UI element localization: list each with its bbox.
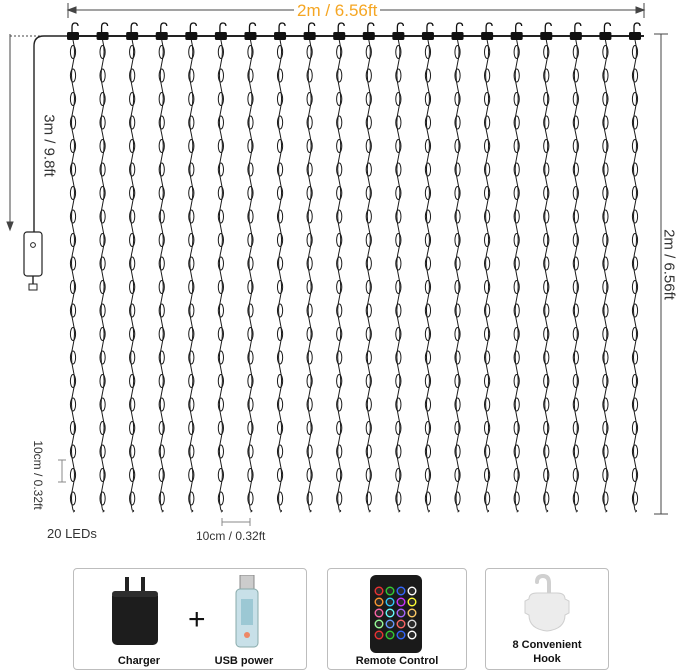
remote-button — [408, 620, 416, 628]
remote-button — [375, 587, 383, 595]
led-strand — [333, 23, 345, 512]
remote-button — [386, 620, 394, 628]
remote-button — [397, 609, 405, 617]
led-strand — [126, 23, 138, 512]
remote-button — [408, 631, 416, 639]
remote-button — [397, 598, 405, 606]
hook-icon — [519, 573, 575, 635]
remote-control-icon — [368, 575, 424, 653]
charger-icon — [108, 577, 162, 647]
usb-power-label: USB power — [214, 655, 274, 667]
remote-button — [386, 609, 394, 617]
remote-button — [397, 631, 405, 639]
led-strand — [215, 23, 227, 512]
led-strand — [540, 23, 552, 512]
led-strand — [392, 23, 404, 512]
hook-label-line2: Hook — [533, 653, 561, 665]
remote-control-label: Remote Control — [355, 655, 439, 667]
remote-button — [408, 598, 416, 606]
controller-box — [24, 232, 42, 290]
hook-card — [485, 568, 609, 670]
led-strand — [67, 23, 79, 512]
remote-button — [375, 609, 383, 617]
remote-card — [327, 568, 467, 670]
led-strand — [185, 23, 197, 512]
remote-button — [375, 620, 383, 628]
remote-button — [375, 631, 383, 639]
remote-button — [386, 631, 394, 639]
remote-button — [408, 587, 416, 595]
remote-button — [386, 598, 394, 606]
led-strands — [67, 23, 641, 512]
led-strand — [274, 23, 286, 512]
plus-sign: + — [188, 603, 206, 636]
charger-label: Charger — [117, 655, 161, 667]
hook-label-line1: 8 Convenient — [512, 639, 582, 651]
usb-plug-icon — [232, 575, 264, 651]
led-strand — [422, 23, 434, 512]
led-strand — [97, 23, 109, 512]
strand-spacing-dimension — [222, 518, 250, 526]
remote-button — [408, 609, 416, 617]
remote-button — [375, 598, 383, 606]
led-strand — [244, 23, 256, 512]
remote-button — [397, 587, 405, 595]
led-strand — [304, 23, 316, 512]
led-strand — [570, 23, 582, 512]
led-strand — [452, 23, 464, 512]
remote-button — [386, 587, 394, 595]
top-width-label: 2m / 6.56ft — [294, 1, 380, 21]
right-height-label: 2m / 6.56ft — [660, 229, 678, 300]
left-drop-label: 3m / 9.8ft — [40, 114, 58, 177]
led-strand — [599, 23, 611, 512]
charger-usb-card — [73, 568, 307, 670]
strand-spacing-label: 10cm / 0.32ft — [196, 529, 266, 543]
led-count-label: 20 LEDs — [47, 526, 97, 541]
led-strand — [629, 23, 641, 512]
led-spacing-label: 10cm / 0.32ft — [31, 440, 45, 510]
led-strand — [481, 23, 493, 512]
led-spacing-dimension — [58, 460, 66, 482]
remote-button — [397, 620, 405, 628]
led-strand — [363, 23, 375, 512]
led-strand — [156, 23, 168, 512]
led-strand — [511, 23, 523, 512]
